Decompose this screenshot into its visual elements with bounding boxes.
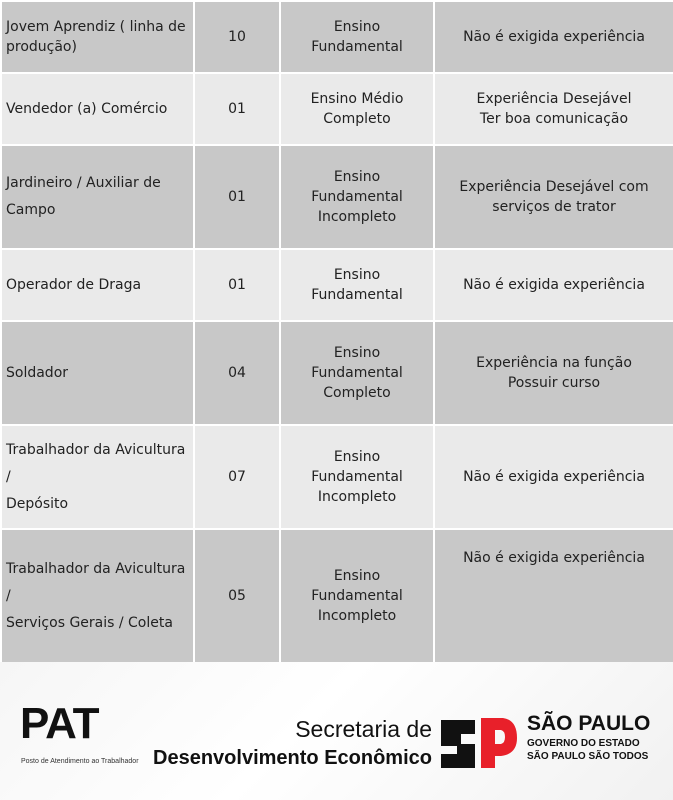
sao-paulo-map-icon	[439, 714, 519, 770]
job-experience: Experiência Desejável com serviços de trator	[434, 145, 673, 249]
sao-paulo-slogan: SÃO PAULO SÃO TODOS	[527, 751, 649, 762]
job-experience: Não é exigida experiência	[434, 425, 673, 529]
job-role: Soldador	[1, 321, 194, 425]
job-experience: Experiência na função Possuir curso	[434, 321, 673, 425]
job-role: Jardineiro / Auxiliar de Campo	[1, 145, 194, 249]
job-experience: Experiência Desejável Ter boa comunicação	[434, 73, 673, 145]
job-role: Jovem Aprendiz ( linha de produção)	[1, 1, 194, 73]
job-quantity: 01	[194, 249, 280, 321]
secretaria-subtitle: Desenvolvimento Econômico	[153, 747, 432, 769]
job-quantity: 04	[194, 321, 280, 425]
job-role: Vendedor (a) Comércio	[1, 73, 194, 145]
table-row	[1, 321, 673, 425]
sao-paulo-name: SÃO PAULO	[527, 712, 651, 735]
table-row	[1, 73, 673, 145]
sao-paulo-government: GOVERNO DO ESTADO	[527, 738, 640, 749]
job-education: Ensino Fundamental Incompleto	[280, 425, 434, 529]
job-role: Operador de Draga	[1, 249, 194, 321]
job-quantity: 01	[194, 145, 280, 249]
job-experience: Não é exigida experiência	[434, 249, 673, 321]
job-role: Trabalhador da Avicultura / Serviços Gerais / Coleta	[1, 529, 194, 663]
table-row	[1, 1, 673, 73]
pat-logo-title: PAT	[20, 699, 99, 748]
job-education: Ensino Fundamental	[280, 249, 434, 321]
job-education: Ensino Médio Completo	[280, 73, 434, 145]
job-education: Ensino Fundamental Completo	[280, 321, 434, 425]
job-role: Trabalhador da Avicultura / Depósito	[1, 425, 194, 529]
job-experience: Não é exigida experiência	[434, 1, 673, 73]
job-quantity: 10	[194, 1, 280, 73]
secretaria-title: Secretaria de	[295, 716, 432, 742]
table-row	[1, 145, 673, 249]
table-row	[1, 425, 673, 529]
footer	[0, 662, 673, 800]
job-quantity: 05	[194, 529, 280, 663]
table-row	[1, 529, 673, 663]
job-quantity: 07	[194, 425, 280, 529]
pat-logo-subtitle: Posto de Atendimento ao Trabalhador	[21, 758, 139, 765]
job-education: Ensino Fundamental	[280, 1, 434, 73]
job-education: Ensino Fundamental Incompleto	[280, 145, 434, 249]
table-row	[1, 249, 673, 321]
job-experience: Não é exigida experiência	[434, 529, 673, 663]
job-education: Ensino Fundamental Incompleto	[280, 529, 434, 663]
job-quantity: 01	[194, 73, 280, 145]
